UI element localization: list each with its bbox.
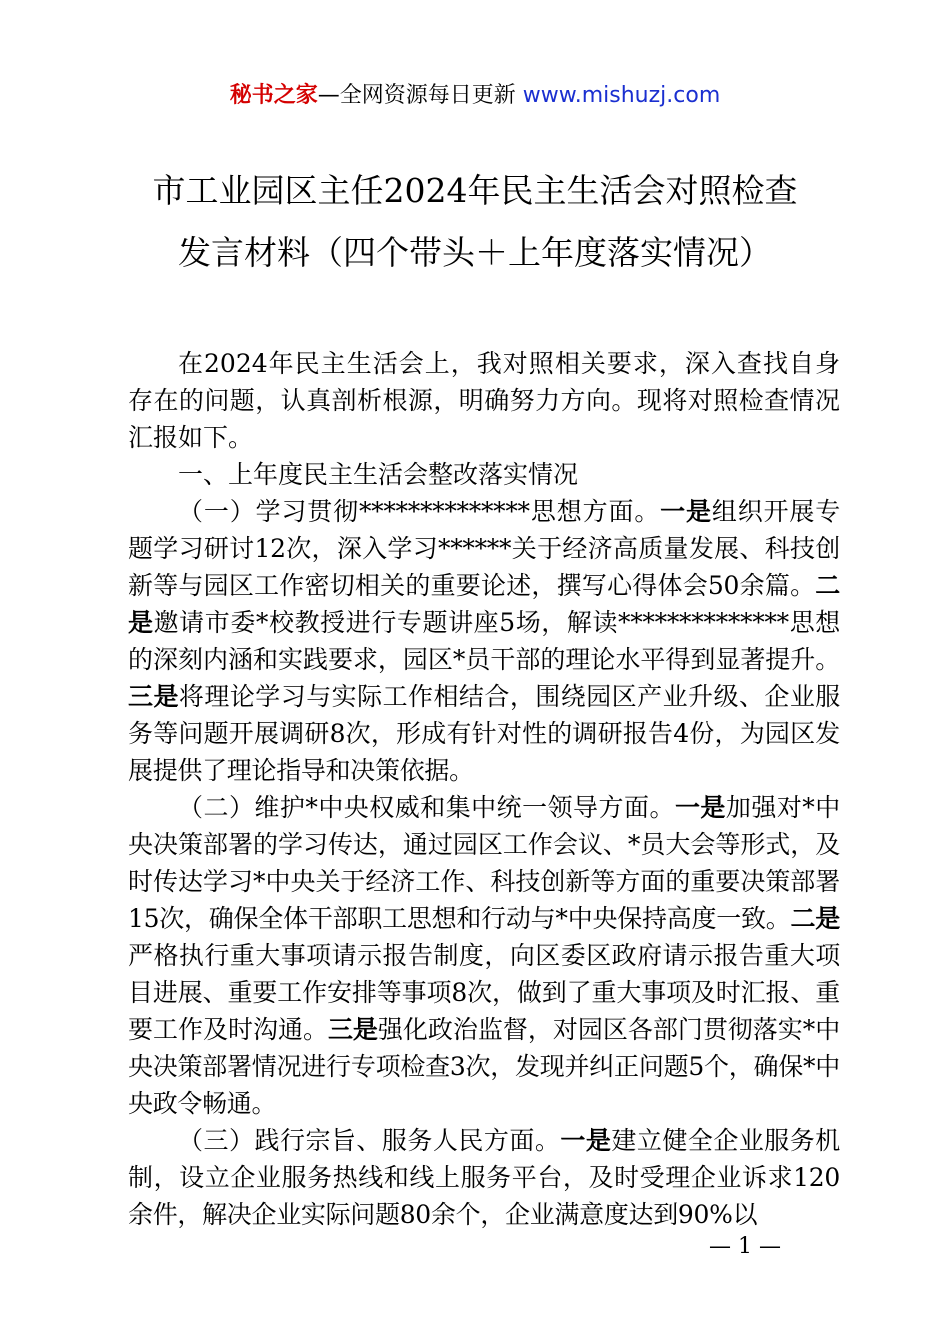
point-marker: 三是 bbox=[128, 682, 179, 711]
subsection-1-heading: （一）学习贯彻**************思想方面。 bbox=[178, 497, 661, 526]
point-marker: 一是 bbox=[560, 1126, 612, 1155]
point-text: 加强对*中央决策部署的学习传达，通过园区工作会议、*员大会等形式，及时传达学习*中央关于经济工作、科技创新等方面的重要决策部署15次，确保全体干部职工思想和行动与*中央保持高度一致。 bbox=[128, 793, 840, 933]
title-line-2: 发言材料（四个带头＋上年度落实情况） bbox=[178, 233, 772, 272]
point-text: 强化政治监督，对园区各部门贯彻落实*中央决策部署情况进行专项检查3次，发现并纠正问题5个，确保*中央政令畅通。 bbox=[128, 1015, 840, 1118]
point-text: 将理论学习与实际工作相结合，围绕园区产业升级、企业服务等问题开展调研8次，形成有针对性的调研报告4份，为园区发展提供了理论指导和决策依据。 bbox=[128, 682, 841, 785]
document-title bbox=[60, 160, 890, 284]
intro-paragraph: 在2024年民主生活会上，我对照相关要求，深入查找自身存在的问题，认真剖析根源，明确努力方向。现将对照检查情况汇报如下。 bbox=[128, 349, 840, 452]
site-header bbox=[0, 80, 950, 112]
subsection-2-paragraph bbox=[128, 789, 840, 1122]
site-brand: 秘书之家 bbox=[229, 83, 318, 108]
point-marker: 三是 bbox=[327, 1015, 378, 1044]
document-body bbox=[128, 345, 840, 1233]
point-text: 邀请市委*校教授进行专题讲座5场，解读**************思想的深刻内涵和实践要求，园区*员干部的理论水平得到显著提升。 bbox=[128, 608, 840, 674]
subsection-3-heading: （三）践行宗旨、服务人民方面。 bbox=[178, 1126, 561, 1155]
point-marker: 一是 bbox=[674, 793, 726, 822]
subsection-2-heading: （二）维护*中央权威和集中统一领导方面。 bbox=[178, 793, 675, 822]
point-marker: 二是 bbox=[128, 571, 840, 637]
site-tagline: —全网资源每日更新 bbox=[317, 83, 523, 108]
subsection-3-paragraph bbox=[128, 1122, 840, 1233]
point-text: 严格执行重大事项请示报告制度，向区委区政府请示报告重大项目进展、重要工作安排等事项8次，做到了重大事项及时汇报、重要工作及时沟通。 bbox=[128, 941, 840, 1044]
page-number: — 1 — bbox=[709, 1234, 781, 1259]
point-text: 建立健全企业服务机制，设立企业服务热线和线上服务平台，及时受理企业诉求120余件，解决企业实际问题80余个，企业满意度达到90%以 bbox=[128, 1126, 840, 1229]
point-marker: 一是 bbox=[660, 497, 712, 526]
site-url[interactable]: www.mishuzj.com bbox=[522, 83, 721, 108]
section-1-heading: 一、上年度民主生活会整改落实情况 bbox=[178, 460, 579, 489]
point-marker: 二是 bbox=[790, 904, 840, 933]
subsection-1-paragraph bbox=[128, 493, 840, 789]
title-line-1: 市工业园区主任2024年民主生活会对照检查 bbox=[152, 171, 798, 210]
point-text: 组织开展专题学习研讨12次，深入学习******关于经济高质量发展、科技创新等与园区工作密切相关的重要论述，撰写心得体会50余篇。 bbox=[128, 497, 840, 600]
